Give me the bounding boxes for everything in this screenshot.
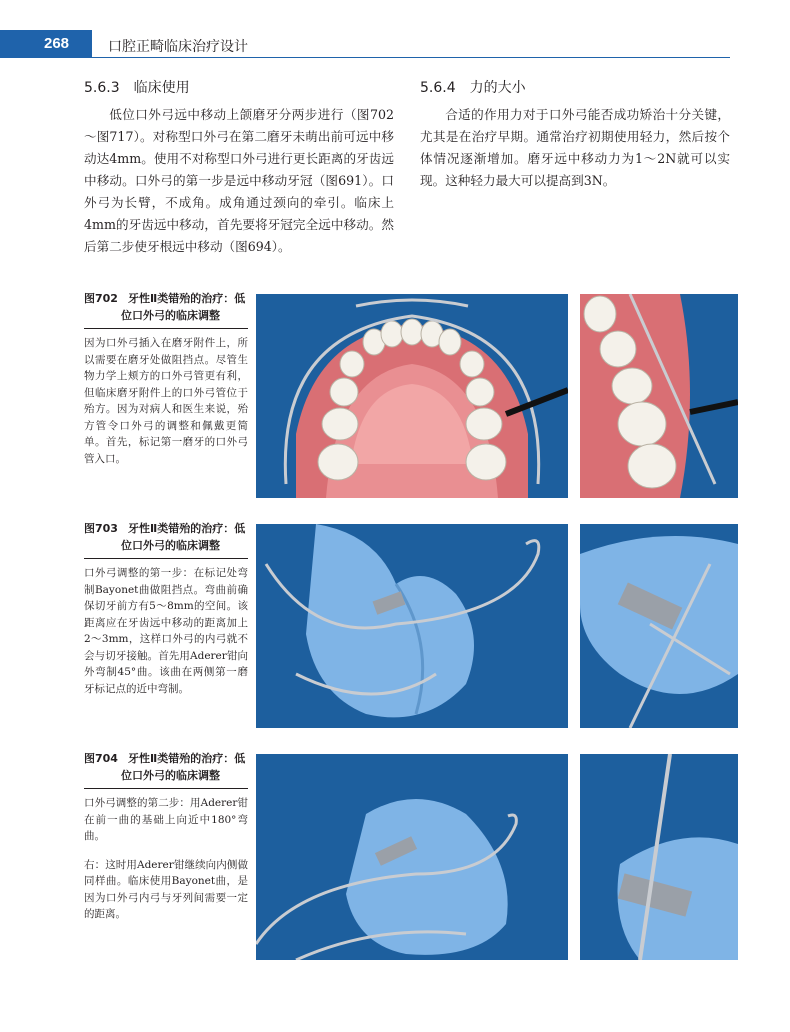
section-heading bbox=[420, 78, 730, 104]
section-number: 5.6.4 bbox=[420, 80, 456, 96]
figure-caption bbox=[84, 520, 248, 709]
figure-703 bbox=[84, 520, 738, 730]
caption-rule bbox=[84, 788, 248, 789]
plier-closeup-photo bbox=[580, 524, 738, 728]
plier-inward-bend-photo bbox=[580, 754, 738, 960]
figure-704 bbox=[84, 750, 738, 964]
section-force-magnitude bbox=[420, 78, 730, 192]
section-paragraph: 低位口外弓远中移动上颌磨牙分两步进行（图702～图717）。对称型口外弓在第二磨牙未萌出前可远中移动达4mm。使用不对称型口外弓进行更长距离的牙齿远中移动。口外弓的第一步是远中移动牙冠（图691）。口外弓为长臂，不成角。成角通过颈向的牵引。临床上4mm的牙齿远中移动，首先要将牙冠完全远中移动。然后第二步使牙根远中移动（图694）。 bbox=[84, 107, 394, 254]
dental-cast-closeup-photo bbox=[580, 294, 738, 498]
figure-number: 图702 bbox=[84, 292, 118, 305]
section-title: 临床使用 bbox=[133, 80, 190, 96]
figure-702 bbox=[84, 290, 738, 500]
caption-text: 因为口外弓插入在磨牙附件上，所以需要在磨牙处做阻挡点。尽管生物力学上颊方的口外弓管更有利，但临床磨牙附件上的口外弓管位于殆方。因为对病人和医生来说，殆方管令口外弓的调整和佩戴更简单。首先，标记第一磨牙的口外弓管入口。 bbox=[84, 337, 248, 465]
figure-caption bbox=[84, 290, 248, 479]
caption-title-line: 位口外弓的临床调整 bbox=[121, 309, 220, 322]
header-rule bbox=[92, 57, 730, 58]
caption-title-line: 牙性Ⅱ类错殆的治疗：低 bbox=[127, 292, 246, 305]
running-title: 口腔正畸临床治疗设计 bbox=[108, 38, 248, 54]
caption-title-line: 位口外弓的临床调整 bbox=[121, 769, 220, 782]
caption-title bbox=[84, 750, 248, 784]
figure-number: 图703 bbox=[84, 522, 118, 535]
section-paragraph: 合适的作用力对于口外弓能否成功矫治十分关键，尤其是在治疗早期。通常治疗初期使用轻力，然后按个体情况逐渐增加。磨牙远中移动力为1～2N就可以实现。这种轻力最大可以提高到3N。 bbox=[420, 107, 730, 188]
caption-title bbox=[84, 520, 248, 554]
caption-title bbox=[84, 290, 248, 324]
caption-title-line: 牙性Ⅱ类错殆的治疗：低 bbox=[127, 522, 246, 535]
caption-title-line: 牙性Ⅱ类错殆的治疗：低 bbox=[127, 752, 246, 765]
figure-number: 图704 bbox=[84, 752, 118, 765]
dental-cast-photo bbox=[256, 294, 568, 498]
caption-text: 口外弓调整的第一步：在标记处弯制Bayonet曲做阻挡点。弯曲前确保切牙前方有5～8mm的空间。该距离应在牙齿远中移动的距离加上2～3mm，这样口外弓的内弓就不会与切牙接触。首先用Aderer钳向外弯制45°曲。该曲在两侧第一磨牙标记点的近中弯制。 bbox=[84, 567, 248, 695]
section-heading bbox=[84, 78, 394, 104]
caption-title-line: 位口外弓的临床调整 bbox=[121, 539, 220, 552]
caption-rule bbox=[84, 328, 248, 329]
caption-text: 口外弓调整的第二步：用Aderer钳在前一曲的基础上向近中180°弯曲。 bbox=[84, 797, 248, 842]
page-number: 268 bbox=[44, 35, 70, 52]
section-title: 力的大小 bbox=[469, 80, 526, 96]
caption-rule bbox=[84, 558, 248, 559]
section-clinical-use bbox=[84, 78, 394, 258]
gloved-hand-180-bend-photo bbox=[256, 754, 568, 960]
caption-text: 右：这时用Aderer钳继续向内侧做同样曲。临床使用Bayonet曲，是因为口外弓内弓与牙列间需要一定的距离。 bbox=[84, 858, 248, 920]
gloved-hands-bending-photo bbox=[256, 524, 568, 728]
figure-caption bbox=[84, 750, 248, 935]
section-number: 5.6.3 bbox=[84, 80, 120, 96]
